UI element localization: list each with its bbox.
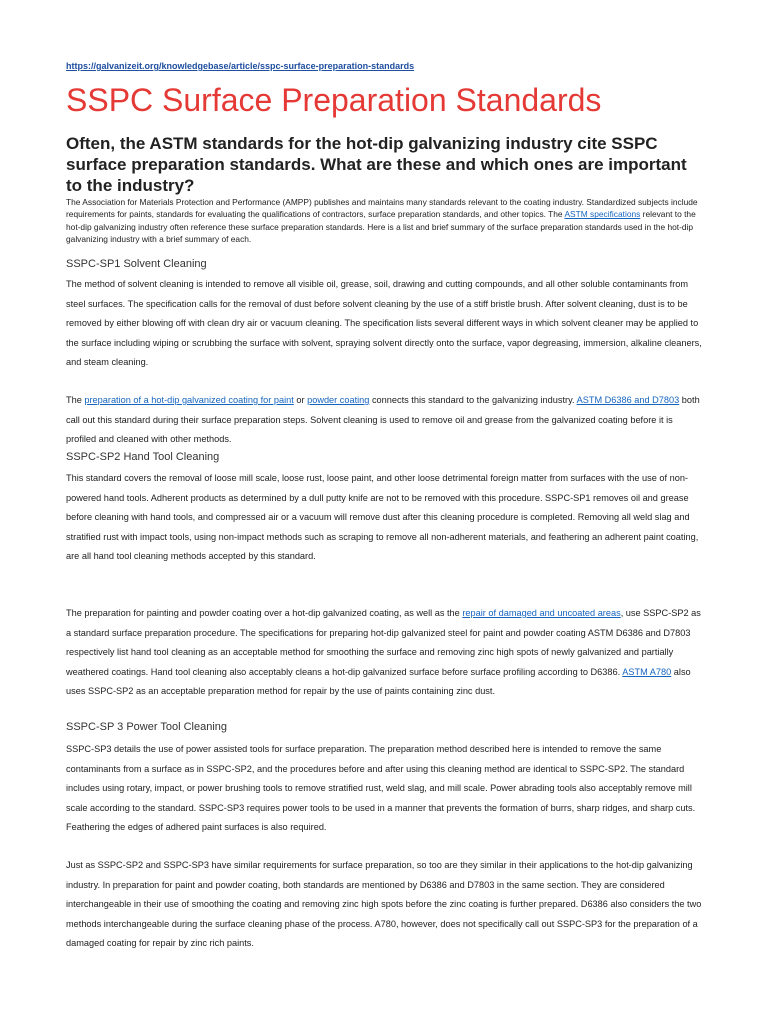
sp2-heading: SSPC-SP2 Hand Tool Cleaning (66, 451, 220, 463)
sp1-p2-text-2: or (293, 395, 308, 405)
sp3-paragraph-1: SSPC-SP3 details the use of power assisted tools for surface preparation. The preparation method described here is intended to remove the same contaminants from a surface as in SSPC-SP2, and the procedures before and after using this cleaning method are identical to SSPC-SP2. The standard includes using rotary, impact, or power brushing tools to remove stratified rust, weld slag, and mill scale. Power abrading tools also acceptably remove mill scale according to the standard. SSPC-SP3 requires power tools to be used in a manner that prevents the formation of burrs, sharp ridges, and sharp cuts. Feathering the edges of adhered paint surfaces is also required. (66, 744, 696, 832)
intro-lead: Often, the ASTM standards for the hot-dip galvanizing industry cite SSPC surface preparation standards. What are these and which ones are important to the industry? (66, 134, 687, 195)
sp2-p2-text-1: The preparation for painting and powder coating over a hot-dip galvanized coating, as well as the (66, 608, 463, 618)
sp3-heading: SSPC-SP 3 Power Tool Cleaning (66, 721, 228, 733)
sp1-heading: SSPC-SP1 Solvent Cleaning (66, 258, 207, 270)
astm-d6386-d7803-link[interactable]: ASTM D6386 and D7803 (576, 395, 680, 405)
sp2-p2-text-3: also uses SSPC-SP2 as an acceptable preparation method for repair by the use of paints containing zinc dust. (66, 666, 691, 696)
sp2-paragraph-1: This standard covers the removal of loose mill scale, loose rust, loose paint, and other loose detrimental foreign matter from surfaces with the use of non-powered hand tools. Adherent products as determined by a dull putty knife are not to be removed with this procedure. SSPC-SP1 removes oil and grease before cleaning with hand tools, and compressed air or a vacuum will remove dust after this cleaning procedure is completed. Removing all weld slag and stratified rust with impact tools, using non-impact methods such as scraping to remove all non-adherent materials, and feathering an adherent paint coating, are all hand tool cleaning methods accepted by this standard. (66, 473, 699, 561)
sp2-p2-text-2: , use SSPC-SP2 as a standard surface preparation procedure. The specifications for preparing hot-dip galvanized steel for paint and powder coating ASTM D6386 and D7803 respectively list hand tool cleaning as an acceptable method for smoothing the surface and removing zinc high spots of newly galvanized and partially weathered coatings. Hand tool cleaning also acceptably cleans a hot-dip galvanized surface before surface profiling according to D6386. (66, 608, 701, 677)
page-title: SSPC Surface Preparation Standards (66, 82, 602, 118)
sp1-p2-text-1: The (66, 395, 85, 405)
source-url-link[interactable]: https://galvanizeit.org/knowledgebase/article/sspc-surface-preparation-standards (66, 61, 415, 71)
sp1-paragraph-2 (66, 391, 702, 450)
paint-preparation-link[interactable]: preparation of a hot-dip galvanized coating for paint (84, 395, 294, 405)
sp1-p2-text-3: connects this standard to the galvanizing industry. (369, 395, 577, 405)
overview-text-1: The Association for Materials Protection and Performance (AMPP) publishes and maintains many standards relevant to the coating industry. Standardized subjects include requirements for paints, standards for evaluating the qualifications of contractors, surface preparation standards, and other topics. The (66, 197, 698, 220)
astm-specifications-link[interactable]: ASTM specifications (564, 209, 641, 220)
powder-coating-link[interactable]: powder coating (307, 395, 370, 405)
sp3-paragraph-2: Just as SSPC-SP2 and SSPC-SP3 have similar requirements for surface preparation, so too are they similar in their applications to the hot-dip galvanizing industry. In preparation for paint and powder coating, both standards are mentioned by D6386 and D7803 in the same section. They are considered interchangeable in their use of smoothing the coating and removing zinc high spots before the zinc coating is further prepared. D6386 also considers the two methods interchangeable during the surface cleaning phase of the process. A780, however, does not specifically call out SSPC-SP3 for the preparation of a damaged coating for repair by zinc rich paints. (66, 860, 702, 948)
overview-paragraph (66, 196, 706, 245)
repair-damaged-areas-link[interactable]: repair of damaged and uncoated areas (462, 608, 621, 618)
overview-text-2: relevant to the hot-dip galvanizing industry often reference these surface preparation standards. Here is a list and brief summary of the surface preparation standards used in the hot-dip galvanizing industry with a brief summary of each. (66, 209, 696, 244)
sp1-p2-text-4: both call out this standard during their surface preparation steps. Solvent cleaning is used to remove oil and grease from the galvanized coating before it is profiled and cleaned with other methods. (66, 395, 700, 444)
astm-a780-link[interactable]: ASTM A780 (622, 666, 672, 677)
sp1-paragraph-1: The method of solvent cleaning is intended to remove all visible oil, grease, soil, drawing and cutting compounds, and all other soluble contaminants from steel surfaces. The specification calls for the removal of dust before solvent cleaning by the use of a stiff bristle brush. After solvent cleaning, dust is to be removed by either blowing off with clean dry air or vacuum cleaning. The specification lists several different ways in which solvent cleaner may be applied to the surface including wiping or scrubbing the surface with solvent, spraying solvent directly onto the surface, vapor degreasing, immersion, alkaline cleaners, and steam cleaning. (66, 279, 702, 367)
sp2-paragraph-2 (66, 604, 702, 702)
